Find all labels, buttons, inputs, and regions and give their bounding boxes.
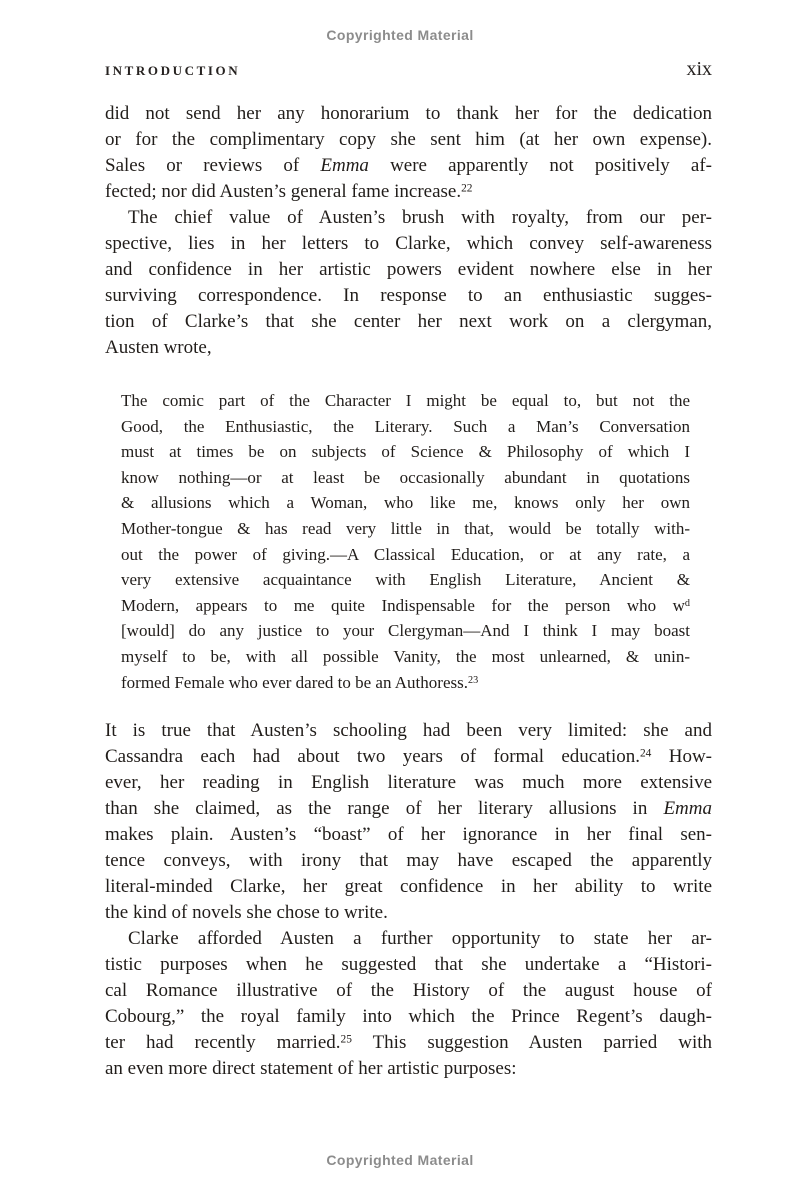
text-line: tence conveys, with irony that may have escaped the apparently [105,850,712,872]
text-line: It is true that Austen’s schooling had been very limited: she and [105,720,712,742]
text-line: and confidence in her artistic powers evident nowhere else in her [105,259,712,280]
text-line: Austen wrote, [105,337,212,358]
text-line: the kind of novels she chose to write. [105,902,388,924]
text-line: myself to be, with all possible Vanity, the most unlearned, & unin- [121,646,690,666]
text-line: ter had recently married.$^{25}$ This suggestion Austen parried with [105,1032,713,1054]
blockquote [121,388,690,695]
text-line: tion of Clarke’s that she center her next work on a clergyman, [105,311,712,332]
text-line: very extensive acquaintance with English Literature, Ancient & [121,570,690,590]
page-number: xix [686,58,712,80]
text-line: tistic purposes when he suggested that she undertake a “Histori- [105,954,712,976]
paragraph [105,101,712,205]
text-line: & allusions which a Woman, who like me, knows only her own [121,493,690,513]
text-line: did not send her any honorarium to thank her for the dedication [105,103,712,124]
text-line: The chief value of Austen’s brush with royalty, from our per- [128,207,712,228]
text-line: Clarke afforded Austen a further opportunity to state her ar- [128,928,712,950]
text-line: than she claimed, as the range of her literary allusions in Emma [105,798,712,820]
copyright-notice-top: Copyrighted Material [326,27,474,43]
text-line: know nothing—or at least be occasionally abundant in quotations [121,467,690,487]
text-line: surviving correspondence. In response to an enthusiastic sugges- [105,285,712,306]
text-line: out the power of giving.—A Classical Education, or at any rate, a [121,544,690,564]
text-line: Mother-tongue & has read very little in that, would be totally with- [121,518,690,538]
text-line: Good, the Enthusiastic, the Literary. Such a Man’s Conversation [121,416,690,436]
text-line: Modern, appears to me quite Indispensable for the person who $w^d$ [121,595,690,615]
paragraph [105,205,712,361]
paragraph [105,718,712,926]
copyright-notice-bottom: Copyrighted Material [326,1152,474,1168]
text-line: formed Female who ever dared to be an Authoress.$^{23}$ [121,672,479,692]
text-line: makes plain. Austen’s “boast” of her ignorance in her final sen- [105,824,712,846]
section-title: INTRODUCTION [105,63,241,78]
text-line: spective, lies in her letters to Clarke, which convey self-awareness [105,233,712,254]
text-line: Sales or reviews of Emma were apparently not positively af- [105,155,712,176]
text-line: or for the complimentary copy she sent him (at her own expense). [105,129,712,150]
text-line: [would] do any justice to your Clergyman—And I think I may boast [121,621,690,641]
text-line: must at times be on subjects of Science & Philosophy of which I [121,442,690,462]
text-line: The comic part of the Character I might be equal to, but not the [121,391,690,410]
text-line: an even more direct statement of her artistic purposes: [105,1058,517,1080]
text-line: Cassandra each had about two years of formal education.$^{24}$ How- [105,746,712,768]
text-block [105,101,712,1082]
text-line: fected; nor did Austen’s general fame increase.$^{22}$ [105,181,473,202]
paragraph [105,926,712,1082]
text-line: cal Romance illustrative of the History of the august house of [105,980,712,1002]
running-header [105,58,712,81]
text-line: ever, her reading in English literature was much more extensive [105,772,712,794]
text-line: Cobourg,” the royal family into which the Prince Regent’s daugh- [105,1006,712,1028]
text-line: literal-minded Clarke, her great confidence in her ability to write [105,876,712,898]
